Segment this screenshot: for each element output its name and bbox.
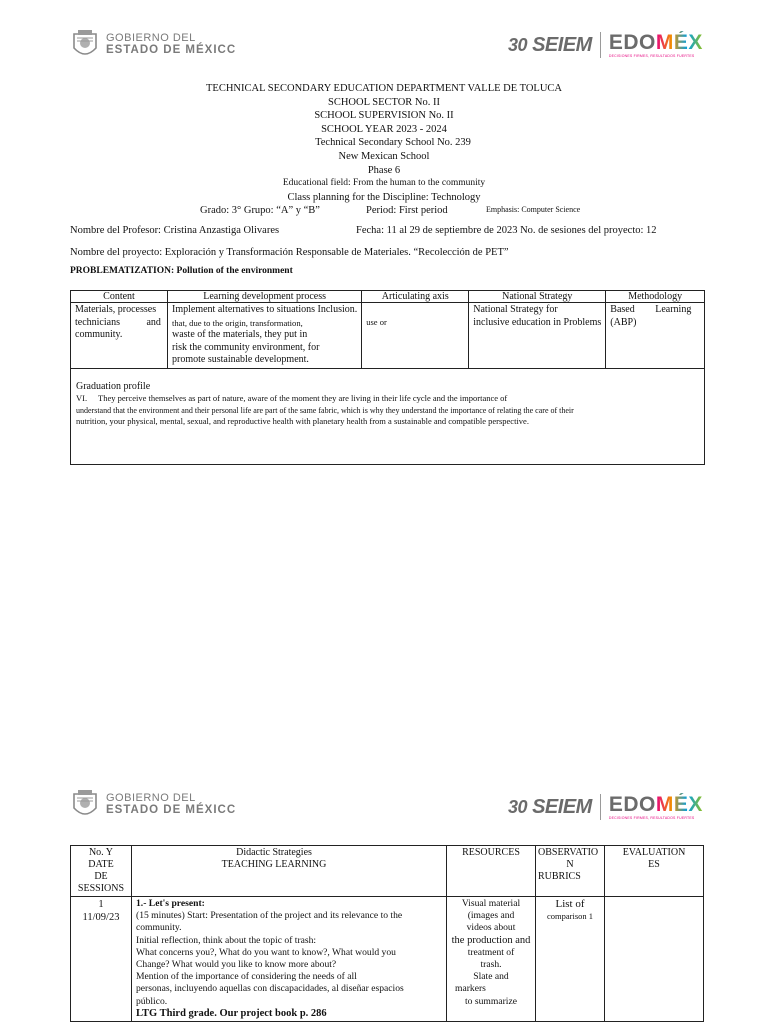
h-sessions: SESSIONS xyxy=(77,883,125,894)
strategy-line-9: público. xyxy=(136,995,168,1007)
content-line-1: Materials, processes xyxy=(75,304,157,315)
h-resources: RESOURCES xyxy=(462,847,520,858)
edomex-accent: MÉX xyxy=(655,793,703,816)
content-line-3: community. xyxy=(75,329,123,340)
graduation-title: Graduation profile xyxy=(76,380,151,392)
ns-line-2: inclusive education in Problems xyxy=(473,316,602,328)
edomex-accent: MÉX xyxy=(655,31,703,54)
ldp-line-4: risk the community environment, for xyxy=(172,341,320,353)
h-obs-3: RUBRICS xyxy=(538,871,581,882)
content-cell xyxy=(71,303,168,369)
planning-table xyxy=(70,290,705,465)
ldp-line-5: promote sustainable development. xyxy=(172,354,309,365)
resources-line-6: trash. xyxy=(480,959,502,971)
strategy-line-4: Initial reflection, think about the topic of trash: xyxy=(136,934,317,946)
school-name: Technical Secondary School No. 239 xyxy=(315,137,471,149)
seiem-logo xyxy=(508,796,592,819)
table-header-row xyxy=(71,291,705,303)
session-number: 1 xyxy=(98,899,104,910)
educational-field: Educational field: From the human to the community xyxy=(282,178,486,189)
content-word-and: and xyxy=(146,316,161,328)
resources-line-3: videos about xyxy=(466,922,516,934)
evaluation-cell xyxy=(605,897,704,1022)
national-strategy-cell xyxy=(469,303,606,369)
page-2 xyxy=(0,760,768,1024)
seiem-logo xyxy=(508,34,592,57)
resources-line-7: Slate and xyxy=(473,971,509,983)
teacher-name: Nombre del Profesor: Cristina Anzastiga Olivares xyxy=(70,225,280,236)
project-dates: Fecha: 11 al 29 de septiembre de 2023 No. de sesiones del proyecto: 12 xyxy=(356,225,657,236)
school-model: New Mexican School xyxy=(338,150,430,162)
graduation-profile-cell xyxy=(71,368,705,464)
edomex-logo xyxy=(609,794,703,820)
period: Period: First period xyxy=(366,205,448,216)
strategy-line-7: Mention of the importance of considering the needs of all xyxy=(136,971,357,983)
edomex-tagline: DECISIONES FIRMES, RESULTADOS FUERTES xyxy=(608,816,695,820)
h-teaching: TEACHING LEARNING xyxy=(221,859,327,870)
school-year: SCHOOL YEAR 2023 - 2024 xyxy=(321,123,447,135)
edomex-prefix: EDO xyxy=(608,31,656,54)
h-obs-1: OBSERVATIO xyxy=(538,847,599,858)
gov-line-1: GOBIERNO DEL xyxy=(106,32,196,44)
problematization xyxy=(70,266,293,276)
problematization-value: Pollution of the environment xyxy=(176,266,293,276)
edomex-logo xyxy=(609,32,703,58)
class-planning: Class planning for the Discipline: Technology xyxy=(287,191,481,203)
resources-line-9: to summarize xyxy=(465,995,517,1007)
seiem-number: 30 xyxy=(508,796,528,817)
col-articulating-axis: Articulating axis xyxy=(362,291,469,303)
resources-cell xyxy=(447,897,536,1022)
school-sector: SCHOOL SECTOR No. II xyxy=(327,96,440,108)
title-block xyxy=(0,82,768,204)
strategy-line-6: Change? What would you like to know more about? xyxy=(136,959,337,971)
col-evaluation xyxy=(605,846,704,897)
strategy-line-8: personas, incluyendo aquellas con discapacidades, al diseñar espacios xyxy=(136,983,404,995)
h-didactic: Didactic Strategies xyxy=(236,847,312,858)
gobierno-logo-p2 xyxy=(70,788,236,820)
gov-line-2: ESTADO DE MÉXICC xyxy=(106,804,237,816)
col-didactic xyxy=(132,846,447,897)
strategy-cell xyxy=(132,897,447,1022)
emphasis: Emphasis: Computer Science xyxy=(486,205,581,214)
meth-line-1: Based Learning xyxy=(610,304,692,315)
col-resources xyxy=(447,846,536,897)
graduation-number: VI. xyxy=(76,393,88,403)
col-observation xyxy=(536,846,605,897)
ldp-line-2: that, due to the origin, transformation, xyxy=(172,317,303,328)
observation-line-1: List of xyxy=(555,898,585,910)
gobierno-logo xyxy=(70,28,236,60)
session-cell xyxy=(71,897,132,1022)
col-content: Content xyxy=(71,291,168,303)
strategy-line-10: LTG Third grade. Our project book p. 286 xyxy=(136,1007,327,1019)
graduation-line-2: understand that the environment and their personal life are part of the same fabric, which is why they understand the importance of relating the care of their xyxy=(76,405,574,415)
meth-line-2: (ABP) xyxy=(610,316,637,328)
gov-line-1: GOBIERNO DEL xyxy=(106,792,196,804)
seiem-edomex-logos xyxy=(508,30,703,60)
axis-text: use or xyxy=(366,317,387,327)
learning-process-cell xyxy=(168,303,362,369)
school-supervision: SCHOOL SUPERVISION No. II xyxy=(314,110,454,122)
resources-line-4: the production and xyxy=(451,934,531,946)
seiem-number: 30 xyxy=(508,34,528,55)
observation-cell xyxy=(536,897,605,1022)
grade-group: Grado: 3° Grupo: “A” y “B” xyxy=(200,205,320,216)
h-eval-2: ES xyxy=(648,859,660,870)
graduation-profile-row xyxy=(71,368,705,464)
sessions-table xyxy=(70,845,704,1022)
graduation-line-1 xyxy=(76,393,700,405)
h-eval-1: EVALUATION xyxy=(622,847,686,858)
h-de: DE xyxy=(94,871,108,882)
graduation-line-3: nutrition, your physical, mental, sexual, and reproductive health with planetary health from a sustainable and compatible perspective. xyxy=(76,416,529,426)
strategy-line-1: 1.- Let's present: xyxy=(136,898,205,909)
strategy-line-3: community. xyxy=(136,922,182,934)
resources-line-2: (images and xyxy=(467,910,515,922)
strategy-line-5: What concerns you?, What do you want to know?, What would you xyxy=(136,946,396,958)
coat-of-arms-icon xyxy=(70,28,100,60)
resources-line-8: markers xyxy=(455,983,486,995)
seiem-edomex-logos-p2 xyxy=(508,792,703,822)
project-name: Nombre del proyecto: Exploración y Transformación Responsable de Materiales. “Recolección de PET” xyxy=(70,247,509,258)
phase: Phase 6 xyxy=(367,164,401,176)
col-sessions xyxy=(71,846,132,897)
edomex-prefix: EDO xyxy=(608,793,656,816)
seiem-word: SEIEM xyxy=(532,795,592,818)
articulating-axis-cell xyxy=(362,303,469,369)
department-title: TECHNICAL SECONDARY EDUCATION DEPARTMENT VALLE DE TOLUCA xyxy=(206,83,562,94)
graduation-text-1: They perceive themselves as part of nature, aware of the moment they are living in their life cycle and the importance of xyxy=(98,393,508,403)
edomex-tagline: DECISIONES FIRMES, RESULTADOS FUERTES xyxy=(608,54,695,58)
observation-line-2: comparison 1 xyxy=(546,911,594,922)
col-methodology: Methodology xyxy=(606,291,705,303)
problematization-label: PROBLEMATIZATION: xyxy=(70,266,175,276)
h-date: DATE xyxy=(88,859,114,870)
h-no: No. Y xyxy=(88,847,114,858)
logo-divider xyxy=(600,32,601,58)
h-obs-2: N xyxy=(566,859,574,870)
resources-line-1: Visual material xyxy=(461,898,521,909)
content-word-technicians: technicians xyxy=(75,316,120,328)
ns-line-1: National Strategy for xyxy=(473,304,558,315)
content-line-2 xyxy=(75,317,163,330)
table-row xyxy=(71,897,704,1022)
gov-line-2: ESTADO DE MÉXICC xyxy=(106,44,237,56)
session-date: 11/09/23 xyxy=(82,912,120,923)
strategy-line-2: (15 minutes) Start: Presentation of the project and its relevance to the xyxy=(136,910,403,922)
table-row xyxy=(71,303,705,369)
col-national-strategy: National Strategy xyxy=(469,291,606,303)
ldp-line-3: waste of the materials, they put in xyxy=(172,329,308,340)
resources-line-5: treatment of xyxy=(467,946,515,958)
sessions-header-row xyxy=(71,846,704,897)
logo-divider xyxy=(600,794,601,820)
seiem-word: SEIEM xyxy=(532,33,592,56)
coat-of-arms-icon xyxy=(70,788,100,820)
methodology-cell xyxy=(606,303,705,369)
ldp-line-1: Implement alternatives to situations Inclusion. xyxy=(172,304,358,315)
col-learning-process: Learning development process xyxy=(168,291,362,303)
